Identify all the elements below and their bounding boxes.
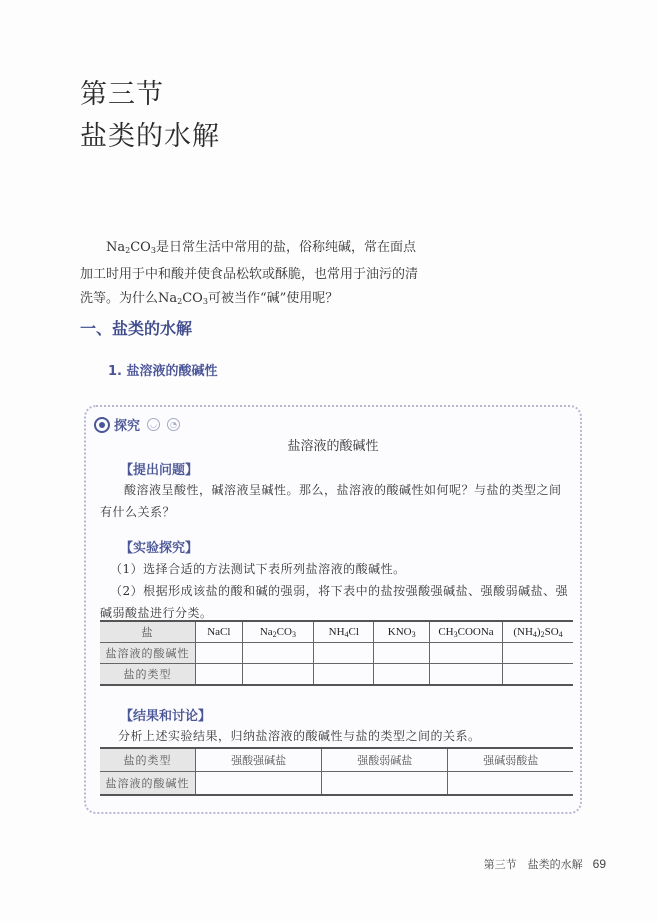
- intro-text: 是日常生活中常用的盐，俗称纯碱，常在面点: [155, 240, 416, 255]
- row-header: 盐: [100, 621, 196, 643]
- intro-paragraph: [80, 236, 420, 314]
- acidity-cell[interactable]: [503, 643, 574, 664]
- formula-part: NaCl: [207, 626, 231, 638]
- column-header: 强酸弱碱盐: [322, 748, 448, 772]
- intro-text: 加工时用于中和酸并使食品松软或酥脆，也常用于油污的清: [80, 267, 419, 282]
- footer-section: 第三节 盐类的水解: [483, 858, 583, 871]
- explore-box: [84, 405, 582, 814]
- acidity-cell[interactable]: [196, 643, 243, 664]
- salt-cell: [430, 621, 503, 643]
- salt-cell: [196, 621, 243, 643]
- formula-part: NH: [328, 625, 345, 638]
- acidity-cell[interactable]: [374, 643, 430, 664]
- column-header: 强碱弱酸盐: [448, 748, 573, 772]
- intro-text: 可被当作“碱”使用呢？: [207, 291, 339, 306]
- experiment-heading: 【实验探究】: [120, 541, 199, 556]
- formula-subscript: 2: [540, 629, 545, 639]
- table-row: [100, 621, 573, 643]
- salt-cell: [503, 621, 574, 643]
- formula-part: Na: [259, 625, 273, 638]
- formula-part: CO: [182, 291, 203, 306]
- results-text: 分析上述实验结果，归纳盐溶液的酸碱性与盐的类型之间的关系。: [118, 729, 481, 743]
- sub-heading: 1. 盐溶液的酸碱性: [108, 364, 218, 379]
- acidity-cell[interactable]: [196, 772, 322, 796]
- results-heading: 【结果和讨论】: [120, 709, 212, 724]
- type-cell[interactable]: [242, 664, 313, 686]
- formula-part: (NH: [513, 625, 533, 638]
- formula-subscript: 3: [202, 297, 208, 306]
- chapter-section-label: 第三节: [80, 79, 164, 110]
- acidity-cell[interactable]: [242, 643, 313, 664]
- acidity-cell[interactable]: [430, 643, 503, 664]
- face-icon: ◔: [167, 418, 180, 431]
- formula-part: Cl: [348, 625, 359, 638]
- formula-part: CO: [276, 625, 292, 638]
- explore-tag: [94, 415, 180, 434]
- salt-cell: [374, 621, 430, 643]
- intro-text: 洗等。为什么Na: [80, 291, 178, 306]
- type-cell[interactable]: [196, 664, 243, 686]
- raise-question-text: 酸溶液呈酸性，碱溶液呈碱性。那么，盐溶液的酸碱性如何呢？与盐的类型之间有什么关系？: [100, 483, 562, 519]
- raise-question-heading: 【提出问题】: [120, 463, 199, 478]
- table-row: [100, 772, 573, 796]
- salts-table: [100, 620, 573, 686]
- salt-cell: [242, 621, 313, 643]
- target-icon: [94, 417, 110, 433]
- acidity-cell[interactable]: [448, 772, 573, 796]
- formula-subscript: 2: [272, 629, 277, 639]
- formula-subscript: 2: [177, 297, 183, 306]
- formula-part: ): [536, 625, 541, 638]
- acidity-cell[interactable]: [314, 643, 374, 664]
- experiment-step-1: （1）选择合适的方法测试下表所列盐溶液的酸碱性。: [110, 562, 406, 576]
- row-header: 盐的类型: [100, 664, 196, 686]
- page-number: 69: [592, 857, 606, 871]
- formula-subscript: 3: [291, 629, 296, 639]
- formula-part: CO: [130, 240, 151, 255]
- type-cell[interactable]: [374, 664, 430, 686]
- table-row: [100, 643, 573, 664]
- formula-subscript: 4: [532, 629, 537, 639]
- box-title: 盐溶液的酸碱性: [287, 439, 379, 454]
- formula-subscript: 3: [150, 246, 156, 255]
- formula-subscript: 4: [558, 629, 563, 639]
- row-header: 盐溶液的酸碱性: [100, 643, 196, 664]
- formula-part: COONa: [457, 625, 494, 638]
- formula-subscript: 2: [125, 246, 131, 255]
- chapter-title: 盐类的水解: [80, 121, 220, 152]
- row-header: 盐溶液的酸碱性: [100, 772, 196, 796]
- type-cell[interactable]: [503, 664, 574, 686]
- acidity-cell[interactable]: [322, 772, 448, 796]
- salt-types-table: [100, 747, 573, 796]
- type-cell[interactable]: [314, 664, 374, 686]
- formula-part: Na: [106, 240, 126, 255]
- section-heading: 一、盐类的水解: [80, 319, 193, 338]
- explore-label: 探究: [114, 419, 141, 434]
- formula-part: SO: [544, 625, 559, 638]
- salt-cell: [314, 621, 374, 643]
- column-header: 强酸强碱盐: [196, 748, 322, 772]
- formula-part: CH: [438, 625, 454, 638]
- formula-subscript: 3: [453, 629, 458, 639]
- formula-subscript: 3: [411, 629, 416, 639]
- type-cell[interactable]: [430, 664, 503, 686]
- table-row: [100, 748, 573, 772]
- row-header: 盐的类型: [100, 748, 196, 772]
- formula-subscript: 4: [344, 629, 349, 639]
- page-footer: [484, 856, 606, 872]
- bowl-icon: ◡: [147, 418, 160, 431]
- formula-part: KNO: [387, 625, 412, 638]
- table-row: [100, 664, 573, 686]
- experiment-step-2: （2）根据形成该盐的酸和碱的强弱，将下表中的盐按强酸强碱盐、强酸弱碱盐、强碱弱酸盐进行分类。: [100, 584, 569, 620]
